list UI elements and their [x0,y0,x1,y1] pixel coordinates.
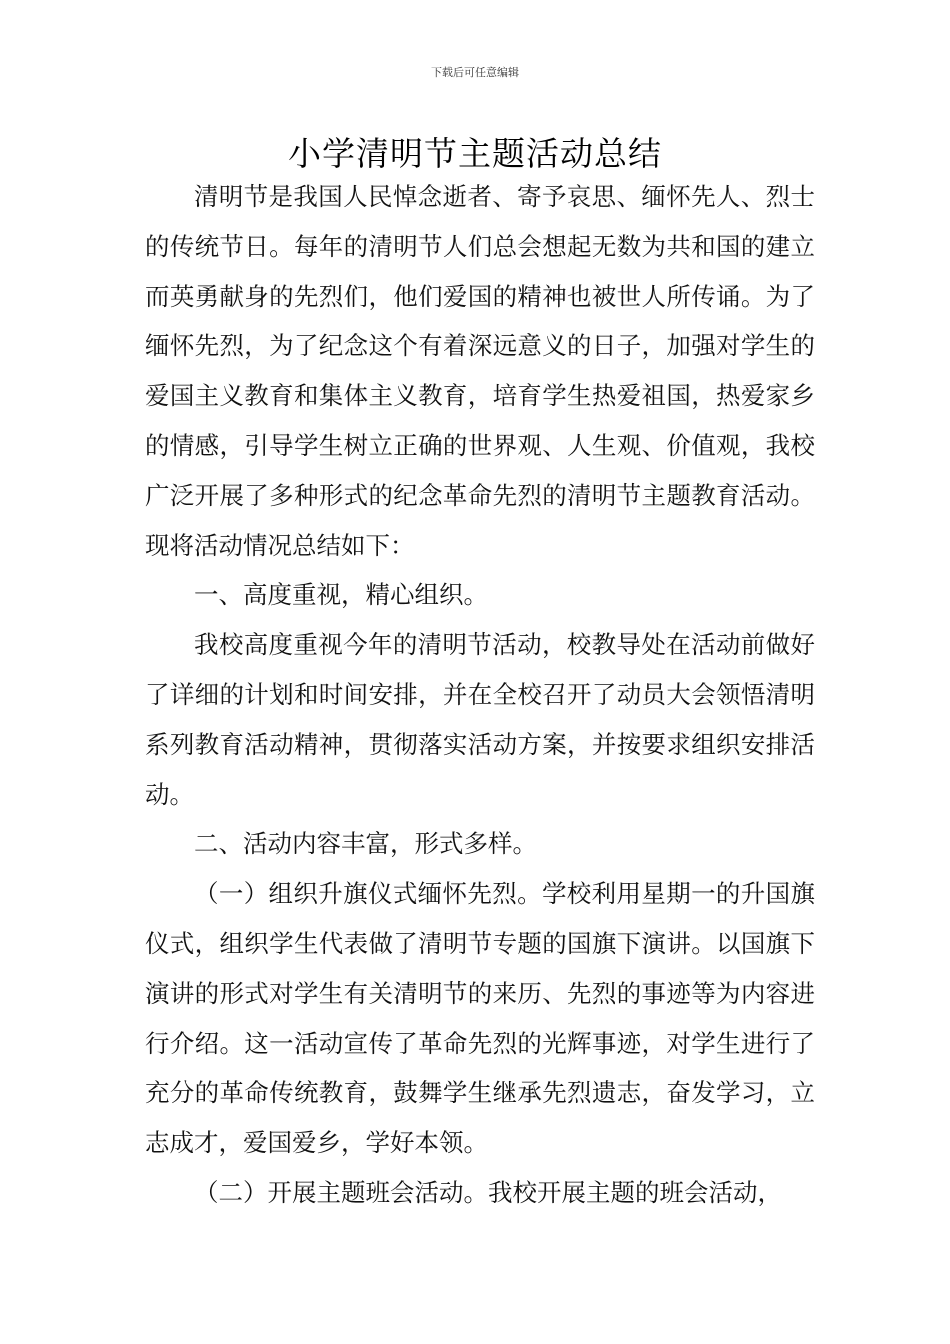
section-heading-1: 一、高度重视，精心组织。 [194,580,488,610]
document-title: 小学清明节主题活动总结 [288,134,662,173]
section-heading-2: 二、活动内容丰富，形式多样。 [194,829,537,859]
paragraph-section-1: 我校高度重视今年的清明节活动，校教导处在活动前做好了详细的计划和时间安排，并在全校召开了动员大会领悟清明系列教育活动精神，贯彻落实活动方案，并按要求组织安排活动。 [145,630,815,809]
paragraph-subsection-2: （二）开展主题班会活动。我校开展主题的班会活动， [194,1177,782,1207]
paragraph-intro: 清明节是我国人民悼念逝者、寄予哀思、缅怀先人、烈士的传统节日。每年的清明节人们总会想起无数为共和国的建立而英勇献身的先烈们，他们爱国的精神也被世人所传诵。为了缅怀先烈，为了纪念这个有着深远意义的日子，加强对学生的爱国主义教育和集体主义教育，培育学生热爱祖国，热爱家乡的情感，引导学生树立正确的世界观、人生观、价值观，我校广泛开展了多种形式的纪念革命先烈的清明节主题教育活动。现将活动情况总结如下： [145,182,815,560]
header-note: 下载后可任意编辑 [431,66,519,79]
paragraph-subsection-1: （一）组织升旗仪式缅怀先烈。学校利用星期一的升国旗仪式，组织学生代表做了清明节专题的国旗下演讲。以国旗下演讲的形式对学生有关清明节的来历、先烈的事迹等为内容进行介绍。这一活动宣传了革命先烈的光辉事迹，对学生进行了充分的革命传统教育，鼓舞学生继承先烈遗志，奋发学习，立志成才，爱国爱乡，学好本领。 [145,879,815,1158]
document-body [145,172,815,1218]
